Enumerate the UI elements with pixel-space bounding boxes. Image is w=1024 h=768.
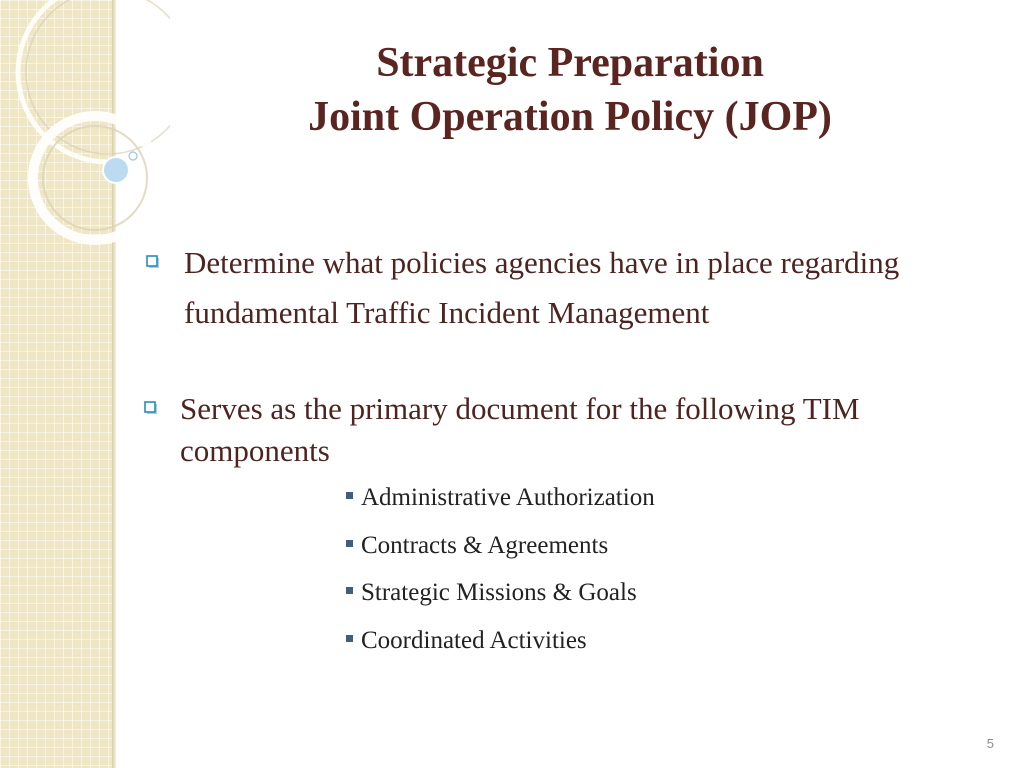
- square-bullet-icon: [346, 635, 353, 642]
- slide-title: [116, 36, 1024, 144]
- sub-bullet-text: Coordinated Activities: [361, 627, 587, 654]
- bullet-primary-document: [180, 388, 960, 472]
- square-bullet-icon: [346, 540, 353, 547]
- sub-bullet-contracts: [346, 531, 608, 561]
- sub-bullet-text: Administrative Authorization: [361, 484, 655, 511]
- title-line-2: Joint Operation Policy (JOP): [308, 94, 832, 140]
- checkbox-bullet-icon: [144, 401, 158, 415]
- bullet-text: Determine what policies agencies have in place regarding fundamental Traffic Incident Management: [184, 245, 900, 330]
- sub-bullet-administrative: [346, 483, 655, 513]
- square-bullet-icon: [346, 492, 353, 499]
- sub-bullet-coordinated: [346, 626, 587, 656]
- bullet-policies: [184, 238, 984, 338]
- page-number: 5: [986, 736, 994, 751]
- sub-bullet-missions: [346, 578, 637, 608]
- sub-bullet-text: Strategic Missions & Goals: [361, 579, 637, 606]
- title-line-1: Strategic Preparation: [376, 40, 764, 86]
- sub-bullet-text: Contracts & Agreements: [361, 532, 609, 559]
- square-bullet-icon: [346, 587, 353, 594]
- bullet-text: Serves as the primary document for the following TIM components: [180, 391, 860, 468]
- checkbox-bullet-icon: [146, 255, 160, 269]
